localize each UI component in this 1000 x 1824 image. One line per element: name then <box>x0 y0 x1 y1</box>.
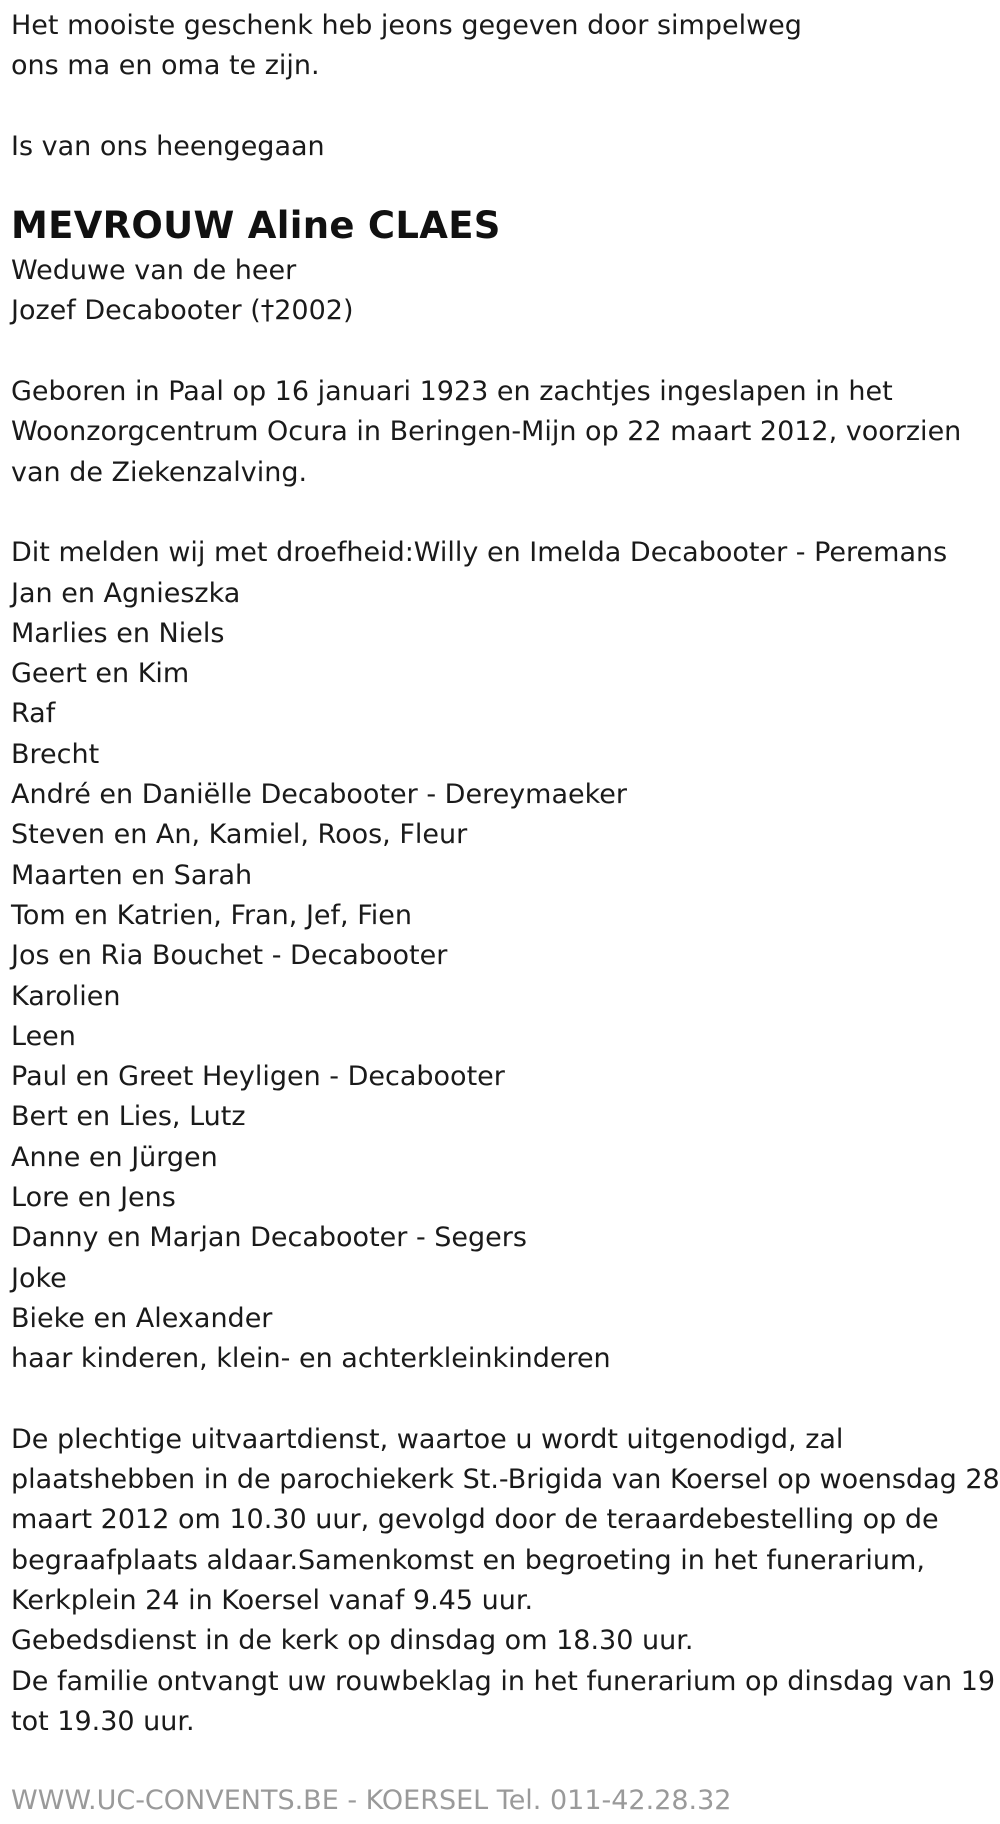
family-list <box>11 533 991 1379</box>
service-line: tot 19.30 uur. <box>11 1705 195 1737</box>
spacer <box>11 493 991 533</box>
spacer <box>11 1380 991 1420</box>
widow-line: Jozef Decabooter (†2002) <box>11 295 354 327</box>
family-line: Lore en Jens <box>11 1182 176 1214</box>
service-line: De familie ontvangt uw rouwbeklag in het funerarium op dinsdag van 19 <box>11 1665 996 1697</box>
spacer <box>11 332 991 372</box>
service-line: plaatshebben in de parochiekerk St.-Brigida van Koersel op woensdag 28 <box>11 1464 1000 1496</box>
intro-line: ons ma en oma te zijn. <box>11 50 320 82</box>
intro-section <box>11 6 991 87</box>
footer-contact: WWW.UC-CONVENTS.BE - KOERSEL Tel. 011-42.28.32 <box>11 1785 732 1816</box>
service-section <box>11 1420 1000 1742</box>
announcement: Is van ons heengegaan <box>11 130 325 162</box>
service-line: Kerkplein 24 in Koersel vanaf 9.45 uur. <box>11 1584 534 1616</box>
spacer <box>11 87 991 127</box>
family-line: Jan en Agnieszka <box>11 577 241 609</box>
family-line: André en Daniëlle Decabooter - Dereymaeker <box>11 779 628 811</box>
family-line: Marlies en Niels <box>11 617 225 649</box>
family-line: Paul en Greet Heyligen - Decabooter <box>11 1061 505 1093</box>
service-line: Gebedsdienst in de kerk op dinsdag om 18.30 uur. <box>11 1625 694 1657</box>
family-line: Danny en Marjan Decabooter - Segers <box>11 1222 527 1254</box>
family-line: Jos en Ria Bouchet - Decabooter <box>11 940 448 972</box>
family-line: Anne en Jürgen <box>11 1141 218 1173</box>
intro-line: Het mooiste geschenk heb jeons gegeven door simpelweg <box>11 10 802 41</box>
deceased-name: MEVROUW Aline CLAES <box>11 204 501 248</box>
family-line: Maarten en Sarah <box>11 859 253 891</box>
service-line: begraafplaats aldaar.Samenkomst en begroeting in het funerarium, <box>11 1544 925 1576</box>
family-line: Steven en An, Kamiel, Roos, Fleur <box>11 819 468 851</box>
family-line: Karolien <box>11 980 121 1012</box>
service-line: maart 2012 om 10.30 uur, gevolgd door de teraardebestelling op de <box>11 1504 939 1536</box>
obituary-notice <box>11 6 1000 1742</box>
family-line: Dit melden wij met droefheid:Willy en Imelda Decabooter - Peremans <box>11 537 948 569</box>
family-line: Geert en Kim <box>11 658 190 690</box>
family-line: Brecht <box>11 738 100 770</box>
family-line: Bert en Lies, Lutz <box>11 1101 246 1133</box>
family-line: haar kinderen, klein- en achterkleinkinderen <box>11 1343 611 1375</box>
family-line: Joke <box>11 1262 67 1294</box>
service-line: De plechtige uitvaartdienst, waartoe u wordt uitgenodigd, zal <box>11 1423 844 1455</box>
family-line: Tom en Katrien, Fran, Jef, Fien <box>11 899 412 931</box>
birth-section <box>11 372 991 493</box>
family-line: Leen <box>11 1020 76 1052</box>
birth-line: Geboren in Paal op 16 januari 1923 en zachtjes ingeslapen in het <box>11 376 893 408</box>
family-line: Bieke en Alexander <box>11 1302 273 1334</box>
birth-line: van de Ziekenzalving. <box>11 456 308 488</box>
family-line: Raf <box>11 698 56 730</box>
widow-line: Weduwe van de heer <box>11 255 297 287</box>
birth-line: Woonzorgcentrum Ocura in Beringen-Mijn op 22 maart 2012, voorzien <box>11 416 962 448</box>
spacer <box>11 167 991 195</box>
